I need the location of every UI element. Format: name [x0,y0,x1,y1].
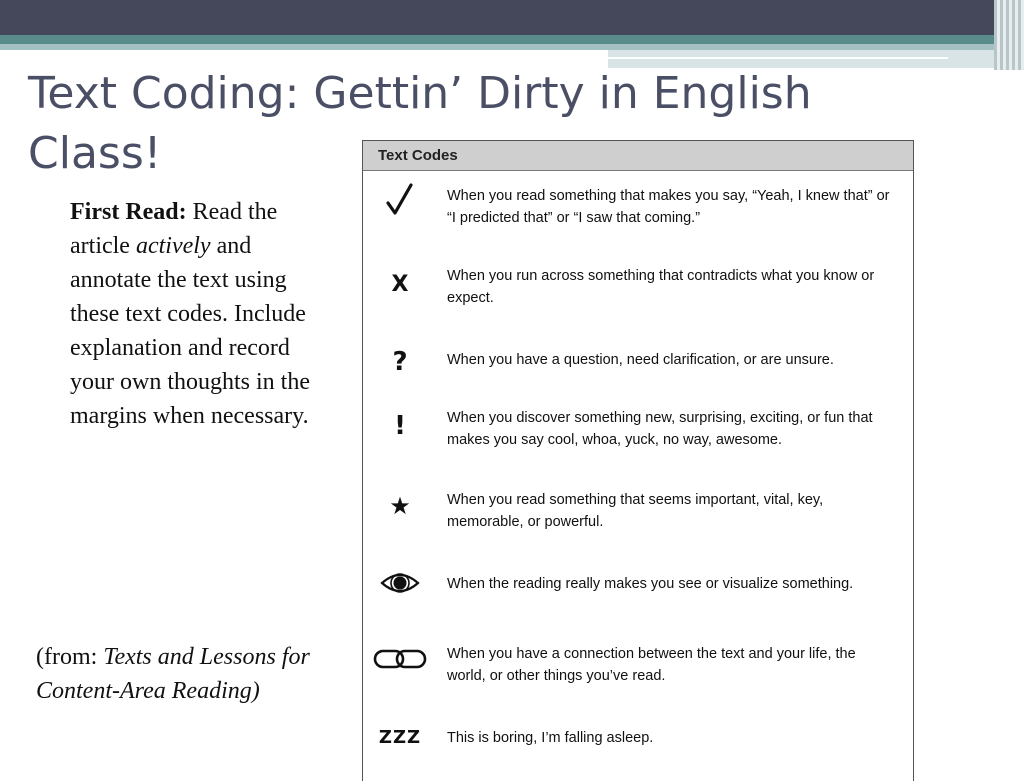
citation-text [36,640,336,708]
exclamation-icon: ! [394,411,406,441]
header-bar-teal [0,35,1024,44]
code-text-x: When you run across something that contradicts what you know or expect. [447,268,875,306]
chain-link-icon [369,647,431,673]
instructions-emphasis: actively [135,233,211,259]
header-bar-dark [0,0,1024,35]
code-text-connection: When you have a connection between the text and your life, the world, or other things you’ve read. [447,646,856,684]
zzz-icon: ZZZ [378,727,422,748]
instructions-lead: First Read: [70,199,187,225]
code-text-eye: When the reading really makes you see or visualize something. [447,576,854,592]
slide-title: Text Coding: Gettin’ Dirty in English Class! [28,68,812,179]
instructions-part2: and annotate the text using these text codes. Include explanation and record your own thoughts in the margins when necessary. [70,233,310,429]
text-codes-header: Text Codes [363,141,913,171]
instructions-part1: Read the article [70,199,278,259]
code-text-check: When you read something that makes you say, “Yeah, I knew that” or “I predicted that” or “I saw that coming.” [447,188,890,226]
question-mark-icon: ? [392,347,408,377]
header-accent-line [608,57,948,59]
header-edge-stripes [994,0,1024,70]
eye-icon [369,571,431,597]
citation-prefix: (from: [36,644,104,670]
star-icon: ★ [389,492,411,520]
code-text-question: When you have a question, need clarification, or are unsure. [447,352,834,368]
code-text-exclamation: When you discover something new, surprising, exciting, or fun that makes you say cool, whoa, yuck, no way, awesome. [447,410,873,448]
x-icon: X [391,272,409,297]
code-text-star: When you read something that seems important, vital, key, memorable, or powerful. [447,492,824,530]
citation-source: Texts and Lessons for Content-Area Reading) [36,644,310,704]
text-codes-table [362,140,914,781]
instructions-text [70,195,320,433]
code-text-boring: This is boring, I’m falling asleep. [447,730,654,746]
checkmark-icon [369,183,431,223]
